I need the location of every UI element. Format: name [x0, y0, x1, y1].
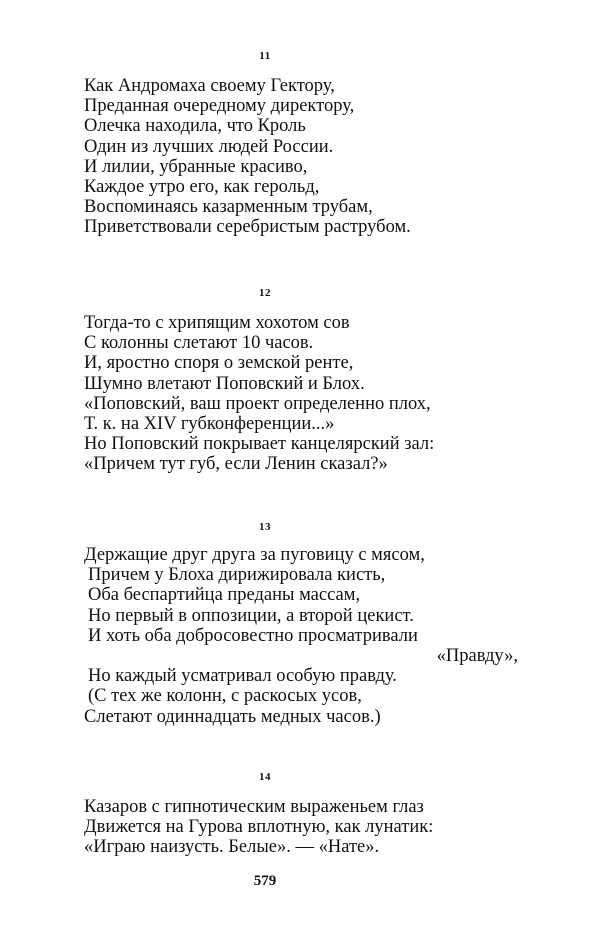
- verse-line-continuation: «Правду»,: [436, 646, 518, 667]
- verse-line: Слетают одиннадцать медных часов.): [84, 706, 381, 727]
- page-number: 579: [253, 873, 277, 889]
- verse-line: Воспоминаясь казарменным трубам,: [84, 197, 373, 218]
- stanza-number: 14: [259, 771, 271, 783]
- stanza-number: 11: [259, 50, 271, 62]
- stanza-11: [84, 76, 524, 238]
- verse-line: Причем у Блоха дирижировала кисть,: [88, 565, 386, 586]
- verse-line: Т. к. на XIV губконференции...»: [84, 414, 335, 435]
- verse-line: Как Андромаха своему Гектору,: [84, 76, 335, 96]
- verse-line: «Причем тут губ, если Ленин сказал?»: [84, 454, 388, 475]
- stanza-14: [84, 797, 524, 858]
- verse-line: Каждое утро его, как герольд,: [84, 177, 320, 198]
- verse-line: Оба беспартийца преданы массам,: [88, 585, 361, 606]
- verse-line: С колонны слетают 10 часов.: [84, 333, 314, 354]
- stanza-number: 12: [259, 287, 271, 299]
- verse-line: «Поповский, ваш проект определенно плох,: [84, 393, 431, 414]
- verse-line: Казаров с гипнотическим выраженьем глаз: [84, 797, 424, 817]
- verse-line: Один из лучших людей России.: [84, 136, 334, 157]
- verse-line: И, яростно споря о земской ренте,: [84, 353, 354, 374]
- verse-line: Шумно влетают Поповский и Блох.: [84, 373, 365, 394]
- verse-line: Олечка находила, что Кроль: [84, 116, 306, 137]
- verse-line: Преданная очередному директору,: [84, 96, 355, 117]
- verse-line: Приветствовали серебристым раструбом.: [84, 217, 411, 238]
- verse-line: Держащие друг друга за пуговицу с мясом,: [84, 545, 425, 565]
- verse-line: Но каждый усматривал особую правду.: [88, 666, 397, 687]
- stanza-12: [84, 313, 524, 475]
- verse-line: Но Поповский покрывает канцелярский зал:: [84, 434, 435, 455]
- verse-line: И хоть оба добросовестно просматривали: [88, 625, 418, 646]
- stanza-number: 13: [259, 521, 271, 533]
- verse-line: «Играю наизусть. Белые». — «Нате».: [84, 837, 380, 858]
- stanza-13: [84, 545, 524, 727]
- verse-line: Движется на Гурова вплотную, как лунатик:: [84, 817, 434, 838]
- verse-line: (С тех же колонн, с раскосых усов,: [88, 686, 362, 707]
- verse-line: И лилии, убранные красиво,: [84, 156, 308, 177]
- verse-line: Тогда-то с хрипящим хохотом сов: [84, 313, 350, 333]
- verse-line: Но первый в оппозиции, а второй цекист.: [88, 605, 414, 626]
